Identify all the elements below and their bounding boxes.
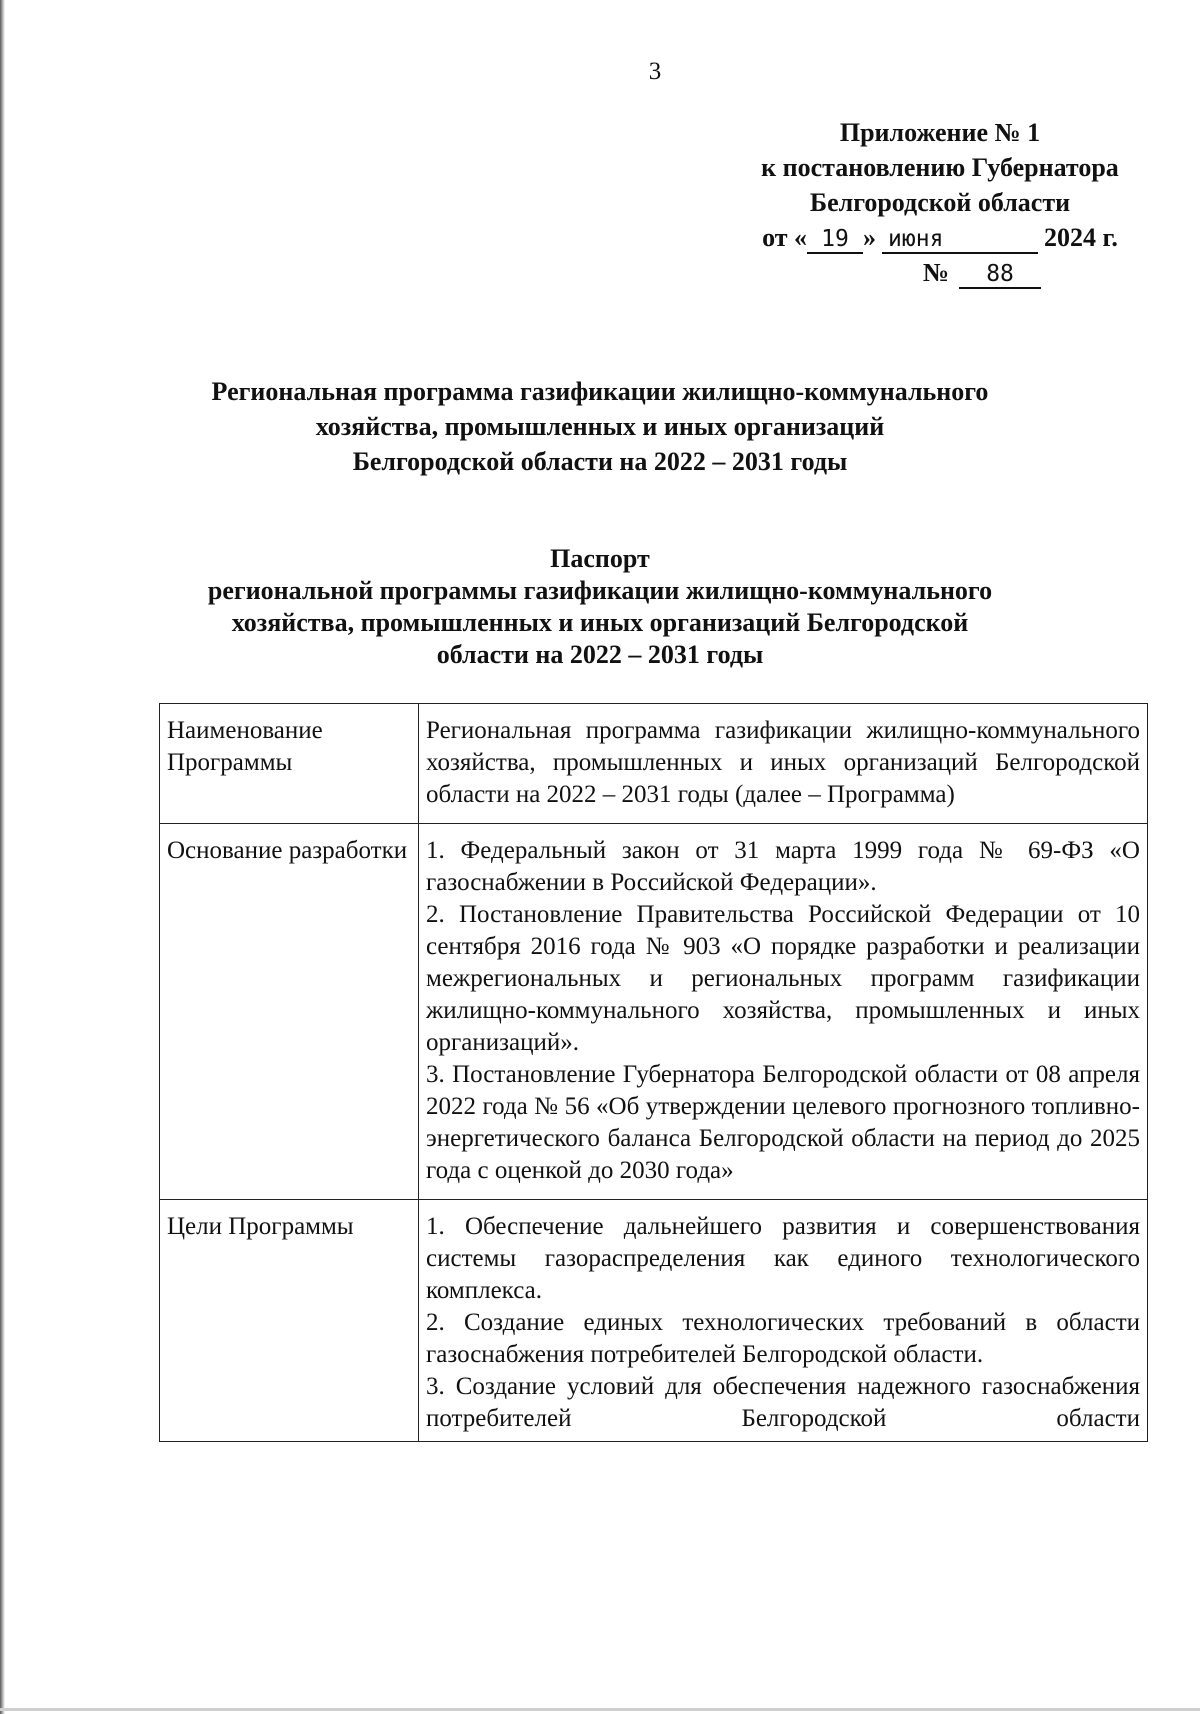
- passport-title: [150, 543, 1050, 671]
- date-month-handwritten: июня: [882, 226, 1038, 254]
- passport-heading: Паспорт: [550, 544, 650, 573]
- goal-item-2: 2. Создание единых технологических требований в области газоснабжения потребителей Белгородской области.: [426, 1309, 1140, 1368]
- row-label-basis: Основание разработки: [160, 824, 419, 1200]
- program-title: [150, 374, 1050, 479]
- goal-item-1: 1. Обеспечение дальнейшего развития и совершенствования системы газораспределения как единого технологического комплекса.: [426, 1213, 1140, 1304]
- passport-title-line-2: хозяйства, промышленных и иных организаций Белгородской: [231, 608, 969, 637]
- goal-item-3: 3. Создание условий для обеспечения надежного газоснабжения потребителей Белгородской области: [426, 1373, 1140, 1432]
- table-row: [160, 1200, 1148, 1442]
- number-value-handwritten: 88: [959, 261, 1041, 289]
- passport-title-line-3: области на 2022 – 2031 годы: [436, 640, 764, 669]
- page-number: 3: [648, 58, 662, 85]
- basis-item-1: 1. Федеральный закон от 31 марта 1999 года № 69-ФЗ «О газоснабжении в Российской Федерации».: [426, 837, 1140, 896]
- scan-bottom-edge: [0, 1708, 1200, 1711]
- appendix-header: [720, 115, 1160, 290]
- table-row: [160, 824, 1148, 1200]
- table-row: [160, 704, 1148, 824]
- program-title-line-1: Региональная программа газификации жилищно-коммунального: [211, 377, 989, 406]
- appendix-line-1: Приложение № 1: [839, 118, 1041, 147]
- number-label: №: [922, 258, 950, 287]
- program-title-line-2: хозяйства, промышленных и иных организаций: [315, 412, 885, 441]
- row-content-basis: [419, 824, 1148, 1200]
- appendix-number-line: [720, 255, 1160, 290]
- basis-item-3: 3. Постановление Губернатора Белгородской области от 08 апреля 2022 года № 56 «Об утверждении целевого прогнозного топливно-энергетического баланса Белгородской области на период до 2025 года с оценкой до 2030 года»: [426, 1061, 1140, 1184]
- passport-title-line-1: региональной программы газификации жилищно-коммунального: [207, 576, 993, 605]
- appendix-date-line: [720, 220, 1160, 255]
- program-title-line-3: Белгородской области на 2022 – 2031 годы: [352, 447, 848, 476]
- scan-left-edge: [0, 0, 5, 1714]
- row-content-program-name: [419, 704, 1148, 824]
- date-mid: »: [863, 223, 877, 252]
- row-label-goals: Цели Программы: [160, 1200, 419, 1442]
- program-name-text: Региональная программа газификации жилищно-коммунального хозяйства, промышленных и иных организаций Белгородской области на 2022 – 2031 годы (далее – Программа): [426, 717, 1140, 808]
- row-label-program-name: Наименование Программы: [160, 704, 419, 824]
- date-prefix: от «: [762, 223, 808, 252]
- basis-item-2: 2. Постановление Правительства Российской Федерации от 10 сентября 2016 года № 903 «О порядке разработки и реализации межрегиональных и региональных программ газификации жилищно-коммунального хозяйства, промышленных и иных организаций».: [426, 901, 1140, 1056]
- date-year: 2024 г.: [1044, 223, 1118, 252]
- row-content-goals: [419, 1200, 1148, 1442]
- appendix-line-2: к постановлению Губернатора: [761, 153, 1119, 182]
- appendix-line-3: Белгородской области: [809, 188, 1071, 217]
- passport-table: [159, 703, 1148, 1442]
- date-day-handwritten: 19: [807, 226, 863, 254]
